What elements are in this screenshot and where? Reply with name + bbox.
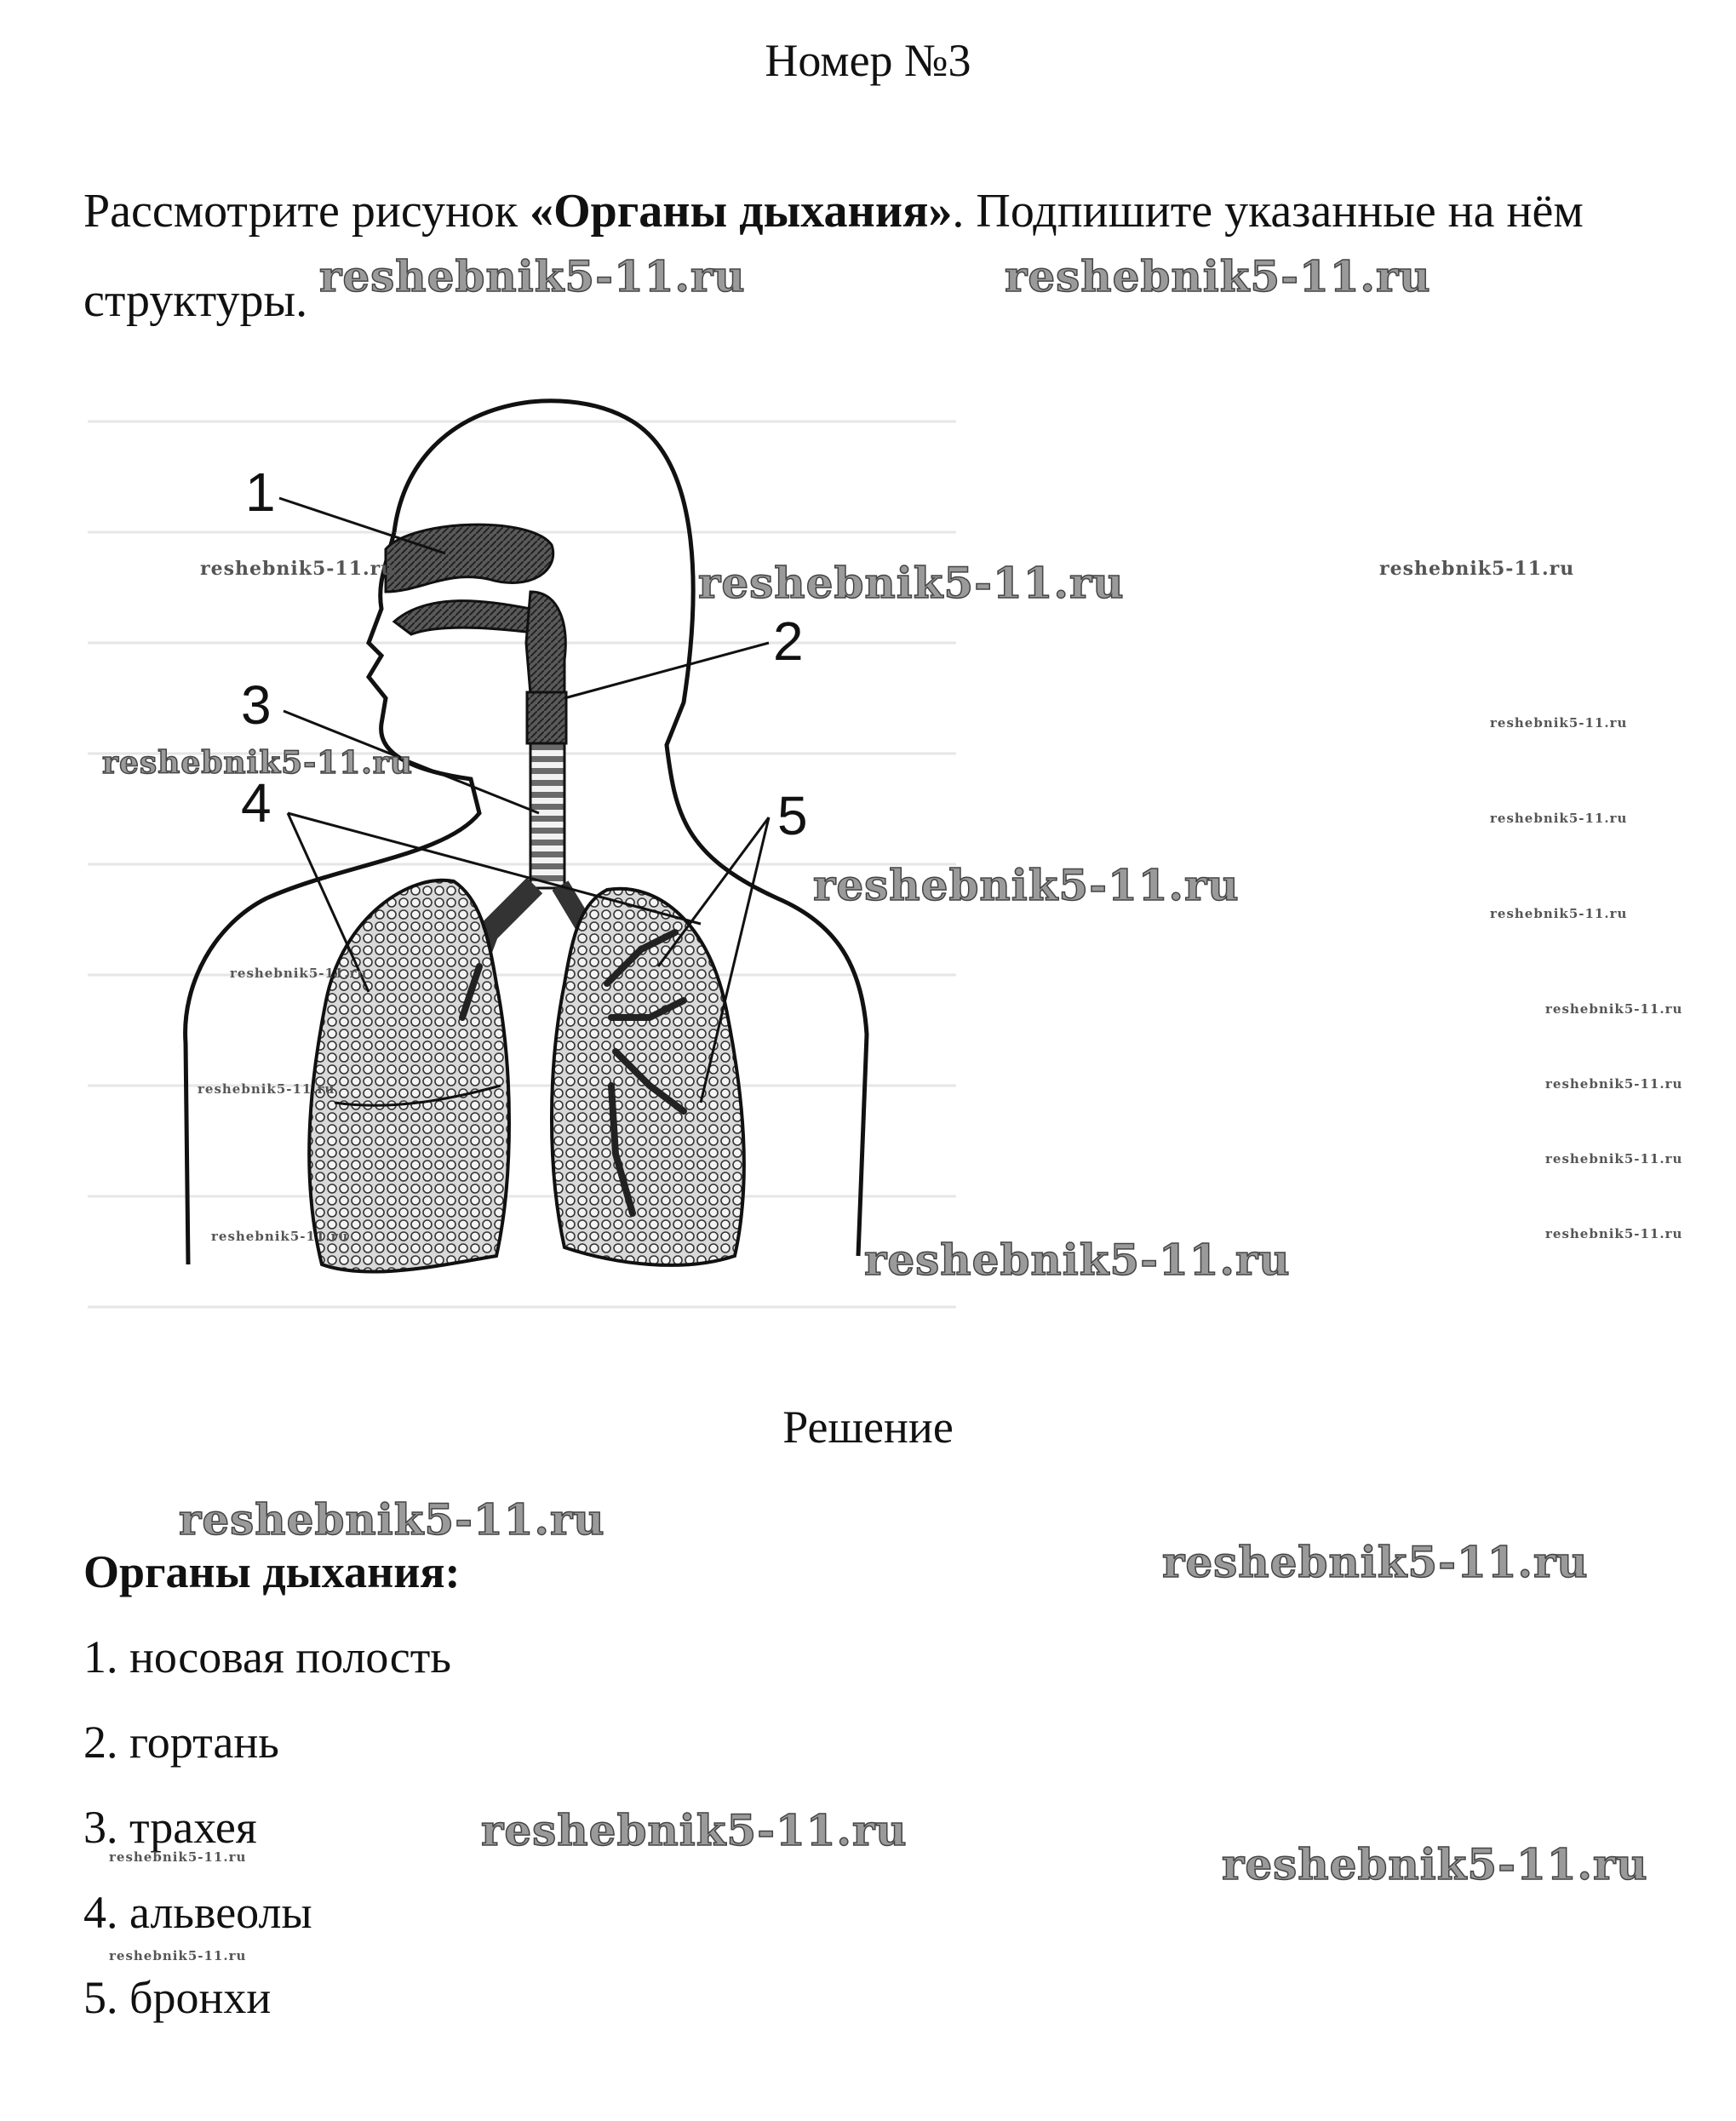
solution-heading: Решение <box>782 1402 954 1453</box>
watermark: reshebnik5-11.ru <box>1005 251 1431 301</box>
watermark: reshebnik5-11.ru <box>1545 1001 1683 1017</box>
watermark: reshebnik5-11.ru <box>481 1805 908 1855</box>
answer-item-2: 2. гортань <box>83 1717 279 1768</box>
answer-item-1: 1. носовая полость <box>83 1631 451 1682</box>
label-2: 2 <box>773 611 804 672</box>
watermark: reshebnik5-11.ru <box>102 745 413 781</box>
watermark: reshebnik5-11.ru <box>1545 1151 1683 1167</box>
nasal-cavity <box>386 525 553 592</box>
watermark: reshebnik5-11.ru <box>1490 811 1628 826</box>
watermark: reshebnik5-11.ru <box>109 1948 247 1963</box>
lung-left <box>309 880 509 1272</box>
watermark: reshebnik5-11.ru <box>200 558 396 580</box>
watermark: reshebnik5-11.ru <box>319 251 746 301</box>
watermark: reshebnik5-11.ru <box>1545 1226 1683 1241</box>
answer-item-5: 5. бронхи <box>83 1972 272 2023</box>
watermark: reshebnik5-11.ru <box>1490 715 1628 731</box>
watermark: reshebnik5-11.ru <box>1545 1076 1683 1092</box>
watermark: reshebnik5-11.ru <box>813 860 1240 910</box>
watermark: reshebnik5-11.ru <box>1490 906 1628 921</box>
task-prefix: Рассмотрите рисунок <box>83 185 530 238</box>
watermark: reshebnik5-11.ru <box>1379 558 1575 580</box>
task-suffix: . Подпишите указанные на нём структуры. <box>83 185 1584 327</box>
watermark: reshebnik5-11.ru <box>698 558 1125 608</box>
trachea <box>530 743 564 888</box>
label-1: 1 <box>245 461 276 523</box>
answer-heading: Органы дыхания: <box>83 1546 461 1597</box>
watermark: reshebnik5-11.ru <box>198 1081 335 1097</box>
watermark: reshebnik5-11.ru <box>211 1229 349 1244</box>
label-4: 4 <box>241 772 272 834</box>
label-5: 5 <box>777 785 808 846</box>
watermark: reshebnik5-11.ru <box>1162 1537 1589 1587</box>
watermark: reshebnik5-11.ru <box>179 1494 605 1545</box>
larynx <box>527 692 566 743</box>
answer-item-4: 4. альвеолы <box>83 1887 312 1938</box>
task-figure-name: «Органы дыхания» <box>530 185 953 238</box>
respiratory-organs-figure <box>88 336 956 1320</box>
page-title: Номер №3 <box>765 35 971 86</box>
watermark: reshebnik5-11.ru <box>864 1235 1291 1285</box>
answer-item-3: 3. трахея <box>83 1802 257 1853</box>
watermark: reshebnik5-11.ru <box>230 966 368 981</box>
watermark: reshebnik5-11.ru <box>109 1849 247 1865</box>
watermark: reshebnik5-11.ru <box>1222 1839 1648 1889</box>
label-3: 3 <box>241 674 272 736</box>
